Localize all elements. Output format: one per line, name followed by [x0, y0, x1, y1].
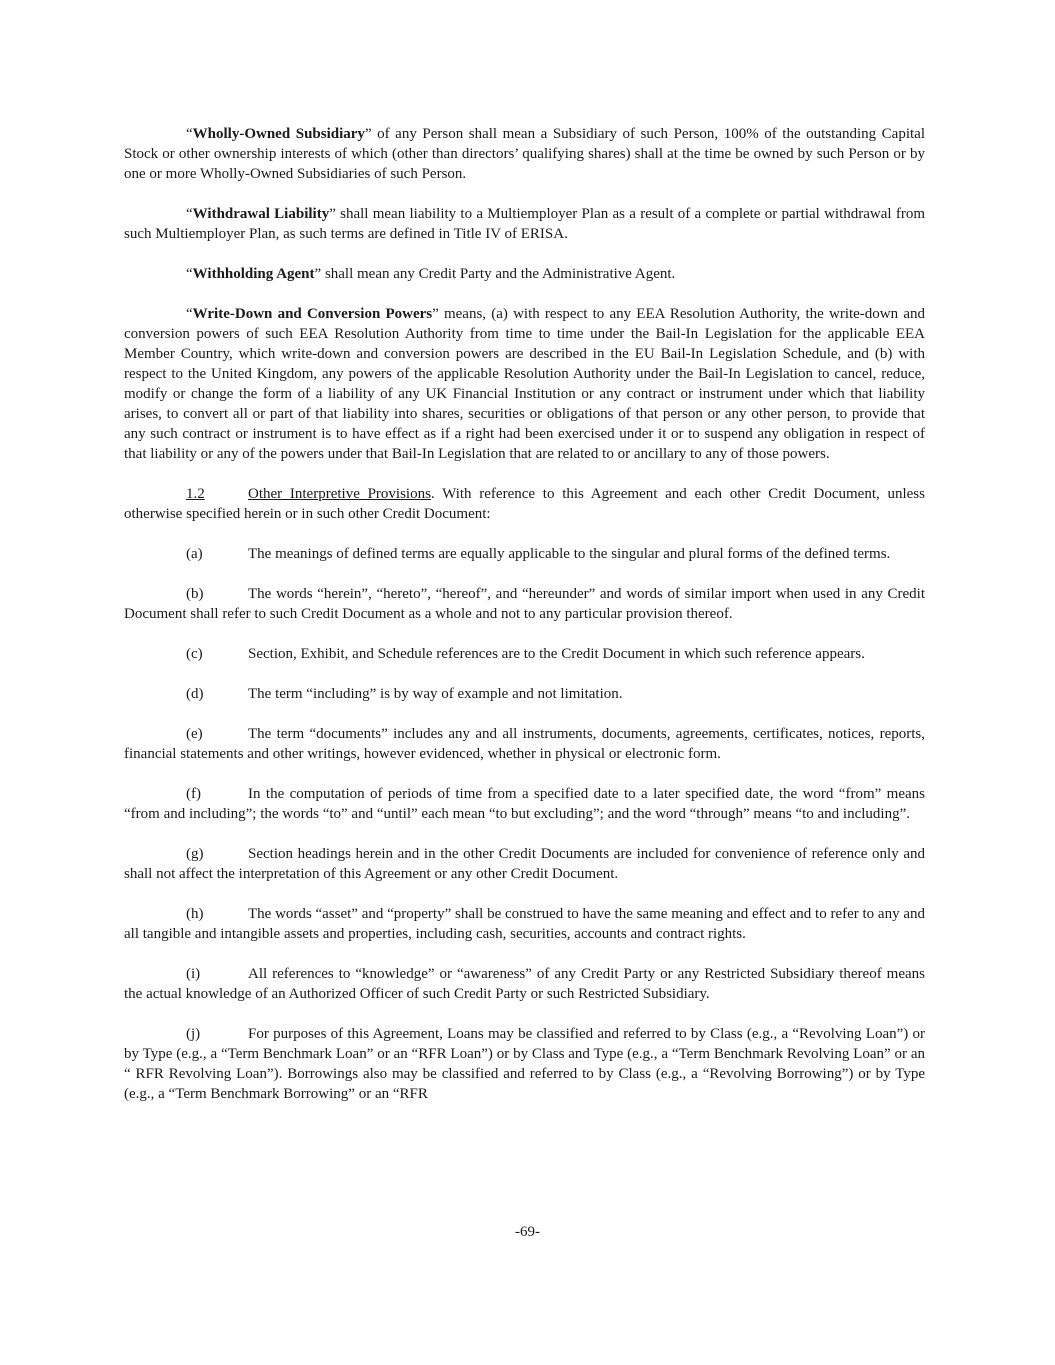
item-text: The meanings of defined terms are equally applicable to the singular and plural forms of the defined terms.: [248, 546, 891, 562]
item-label: (i): [186, 966, 201, 982]
definition-text: ” of any Person shall mean a Subsidiary of such Person, 100% of the outstanding Capital Stock or other ownership interests of which (other than directors’ qualifying shares) shall at the time be owned by such Person or by one or more Wholly-Owned Subsidiaries of such Person.: [124, 126, 925, 182]
page-content: [124, 124, 925, 1124]
open-quote: “: [186, 126, 193, 142]
item-text: Section headings herein and in the other Credit Documents are included for convenience of reference only and shall not affect the interpretation of this Agreement or any other Credit Document.: [124, 846, 925, 882]
item-text: The term “including” is by way of example and not limitation.: [248, 686, 623, 702]
definition-text: ” means, (a) with respect to any EEA Resolution Authority, the write-down and conversion powers of such EEA Resolution Authority from time to time under the Bail-In Legislation for the applicable EEA Member Country, which write-down and conversion powers are described in the EU Bail-In Legislation Schedule, and (b) with respect to the United Kingdom, any powers of the applicable Resolution Authority under the Bail-In Legislation to cancel, reduce, modify or change the form of a liability of any UK Financial Institution or any contract or instrument under which that liability arises, to convert all or part of that liability into shares, securities or obligations of that person or any other person, to provide that any such contract or instrument is to have effect as if a right had been exercised under it or to suspend any obligation in respect of that liability or any of the powers under that Bail-In Legislation that are related to or ancillary to any of those powers.: [124, 306, 925, 462]
item-label: (h): [186, 906, 204, 922]
definition-text: ” shall mean any Credit Party and the Administrative Agent.: [314, 266, 676, 282]
list-item: [124, 784, 925, 824]
item-label: (c): [186, 646, 203, 662]
defined-term: Wholly-Owned Subsidiary: [192, 126, 365, 142]
section-1-2: [124, 484, 925, 524]
definition-write-down-and-conversion-powers: [124, 304, 925, 464]
list-item: [124, 584, 925, 624]
section-text: . With reference to this Agreement and each other Credit Document, unless otherwise specified herein or in such other Credit Document:: [124, 486, 925, 522]
list-item: [124, 904, 925, 944]
defined-term: Withdrawal Liability: [192, 206, 330, 222]
list-item: [124, 544, 925, 564]
open-quote: “: [186, 206, 193, 222]
list-item: [124, 1024, 925, 1104]
list-item: [124, 844, 925, 884]
item-label: (f): [186, 786, 201, 802]
section-title: Other Interpretive Provisions: [248, 486, 431, 502]
item-text: Section, Exhibit, and Schedule references are to the Credit Document in which such reference appears.: [248, 646, 865, 662]
item-text: The words “asset” and “property” shall be construed to have the same meaning and effect and to refer to any and all tangible and intangible assets and properties, including cash, securities, accounts and contract rights.: [124, 906, 925, 942]
open-quote: “: [186, 306, 193, 322]
item-text: The words “herein”, “hereto”, “hereof”, and “hereunder” and words of similar import when used in any Credit Document shall refer to such Credit Document as a whole and not to any particular provision thereof.: [124, 586, 925, 622]
list-item: [124, 684, 925, 704]
section-number: 1.2: [186, 486, 205, 502]
defined-term: Write-Down and Conversion Powers: [192, 306, 433, 322]
list-item: [124, 964, 925, 1004]
defined-term: Withholding Agent: [192, 266, 315, 282]
definition-withdrawal-liability: [124, 204, 925, 244]
definition-wholly-owned-subsidiary: [124, 124, 925, 184]
list-item: [124, 724, 925, 764]
item-text: All references to “knowledge” or “awareness” of any Credit Party or any Restricted Subsidiary thereof means the actual knowledge of an Authorized Officer of such Credit Party or such Restricted Subsidiary.: [124, 966, 925, 1002]
item-text: In the computation of periods of time from a specified date to a later specified date, the word “from” means “from and including”; the words “to” and “until” each mean “to but excluding”; and the word “through” means “to and including”.: [124, 786, 925, 822]
item-label: (e): [186, 726, 203, 742]
item-label: (b): [186, 586, 204, 602]
item-label: (g): [186, 846, 204, 862]
item-label: (j): [186, 1026, 201, 1042]
item-label: (a): [186, 546, 203, 562]
item-label: (d): [186, 686, 204, 702]
definition-text: ” shall mean liability to a Multiemployer Plan as a result of a complete or partial withdrawal from such Multiemployer Plan, as such terms are defined in Title IV of ERISA.: [124, 206, 925, 242]
definition-withholding-agent: [124, 264, 925, 284]
item-text: The term “documents” includes any and all instruments, documents, agreements, certificates, notices, reports, financial statements and other writings, however evidenced, whether in physical or electronic form.: [124, 726, 925, 762]
item-text: For purposes of this Agreement, Loans may be classified and referred to by Class (e.g., a “Revolving Loan”) or by Type (e.g., a “Term Benchmark Loan” or an “RFR Loan”) or by Class and Type (e.g., a “Term Benchmark Revolving Loan” or an “ RFR Revolving Loan”). Borrowings also may be classified and referred to by Class (e.g., a “Revolving Borrowing”) or by Type (e.g., a “Term Benchmark Borrowing” or an “RFR: [124, 1026, 925, 1102]
open-quote: “: [186, 266, 193, 282]
page-number: -69-: [515, 1224, 540, 1240]
list-item: [124, 644, 925, 664]
